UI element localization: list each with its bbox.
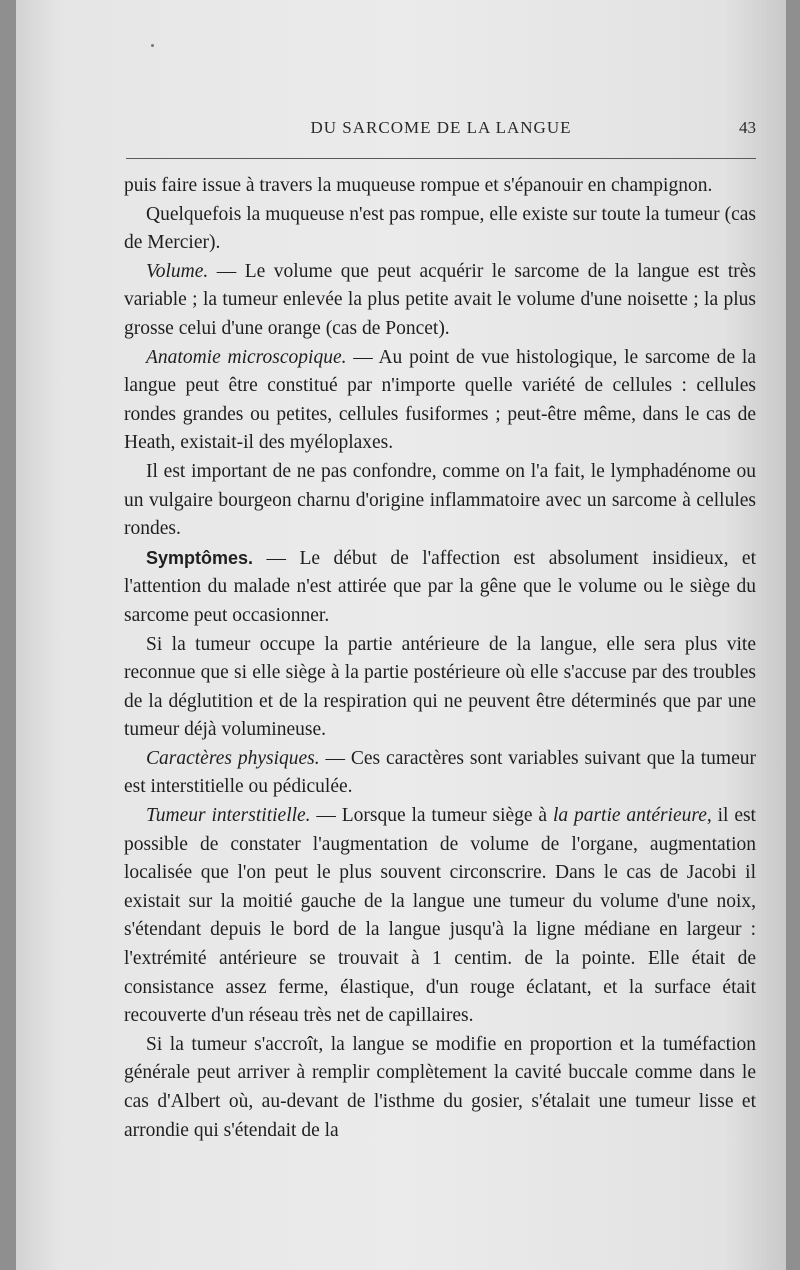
section-heading-tumeur: Tumeur interstitielle.	[146, 805, 311, 827]
paragraph-text: il est possible de constater l'augmentation de volume de l'organe, augmentation localisée que l'on peut le plus souvent circonscrire. Dans le cas de Jacobi il existait sur la moitié gauche de la langue une tumeur du volume d'une noix, s'étendant depuis le bord de la langue jusqu'à la ligne médiane en largeur : l'extrémité antérieure se trouvait à 1 centim. de la pointe. Elle était de consistance assez ferme, élastique, d'un rouge éclatant, et la surface était recouverte d'un réseau très net de capillaires.	[124, 805, 756, 1027]
paragraph-2	[124, 201, 756, 258]
paragraph-text: Si la tumeur occupe la partie antérieure de la langue, elle sera plus vite reconnue que si elle siège à la partie postérieure où elle s'accuse par des troubles de la déglutition et de la respiration qui ne peuvent être déterminés que par une tumeur déjà volumineuse.	[124, 633, 756, 741]
paragraph-text: — Ces caractères sont variables suivant que la tumeur est interstitielle ou pédiculée.	[124, 747, 756, 798]
paragraph-text: Quelquefois la muqueuse n'est pas rompue, elle existe sur toute la tumeur (cas de Mercier).	[124, 203, 756, 254]
body-text	[124, 172, 756, 1145]
paragraph-tumeur-interstitielle	[124, 802, 756, 1031]
emphasis-text: la partie antérieure,	[552, 805, 712, 827]
section-heading-symptomes: Symptômes.	[146, 547, 254, 568]
page-speck	[151, 44, 154, 47]
paragraph-text: puis faire issue à travers la muqueuse rompue et s'épanouir en champignon.	[124, 175, 713, 196]
paragraph-anatomie	[124, 344, 756, 458]
book-page	[16, 0, 786, 1270]
paragraph-text: Il est important de ne pas confondre, comme on l'a fait, le lymphadénome ou un vulgaire bourgeon charnu d'origine inflammatoire avec un sarcome à cellules rondes.	[124, 460, 756, 540]
section-heading-caracteres: Caractères physiques.	[146, 747, 320, 769]
paragraph-text: — Au point de vue histologique, le sarcome de la langue peut être constitué par n'importe quelle variété de cellules : cellules rondes grandes ou petites, cellules fusiformes ; peut-être même, dans le cas de Heath, existait-il des myéloplaxes.	[124, 346, 756, 454]
paragraph-volume	[124, 258, 756, 344]
page-number: 43	[739, 118, 756, 137]
page-header	[126, 118, 756, 159]
paragraph-text: Si la tumeur s'accroît, la langue se modifie en proportion et la tuméfaction générale peut arriver à remplir complètement la cavité buccale comme dans le cas d'Albert où, au-devant de l'isthme du gosier, s'étalait une tumeur lisse et arrondie qui s'étendait de la	[124, 1033, 756, 1141]
paragraph-1	[124, 172, 756, 201]
paragraph-text: — Lorsque la tumeur siège à	[310, 805, 553, 827]
paragraph-10	[124, 1031, 756, 1145]
paragraph-caracteres	[124, 745, 756, 802]
section-heading-volume: Volume.	[146, 260, 209, 282]
running-head: DU SARCOME DE LA LANGUE	[310, 118, 572, 137]
paragraph-7	[124, 631, 756, 745]
paragraph-text: — Le début de l'affection est absolument insidieux, et l'attention du malade n'est attirée que par la gêne que le volume ou le siège du sarcome peut occasionner.	[124, 547, 756, 626]
paragraph-symptomes	[124, 544, 756, 631]
paragraph-text: — Le volume que peut acquérir le sarcome de la langue est très variable ; la tumeur enlevée la plus petite avait le volume d'une noisette ; la plus grosse celui d'une orange (cas de Poncet).	[124, 260, 756, 339]
paragraph-5	[124, 458, 756, 544]
section-heading-anatomie: Anatomie microscopique.	[146, 346, 347, 368]
